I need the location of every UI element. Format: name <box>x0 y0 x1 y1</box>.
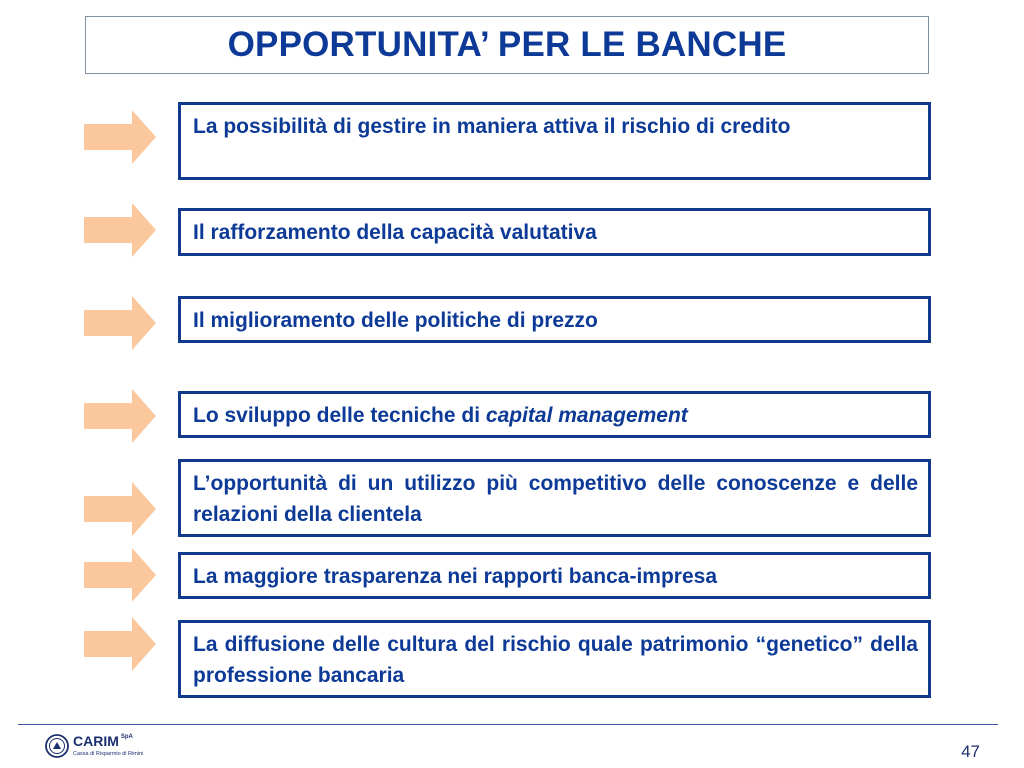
right-arrow-icon <box>84 203 156 257</box>
right-arrow-icon <box>84 110 156 164</box>
opportunity-box <box>178 459 931 537</box>
page-title: OPPORTUNITA’ PER LE BANCHE <box>227 25 787 64</box>
carim-seal-icon <box>45 734 69 758</box>
opportunity-text: La possibilità di gestire in maniera attiva il rischio di credito <box>193 115 791 138</box>
carim-logo <box>45 732 143 760</box>
title-box <box>85 16 929 74</box>
opportunity-text-emphasis: capital management <box>485 404 688 427</box>
right-arrow-icon <box>84 482 156 536</box>
opportunity-box <box>178 102 931 180</box>
logo-name: CARIM <box>73 733 119 750</box>
opportunity-box <box>178 391 931 438</box>
opportunity-box <box>178 552 931 599</box>
right-arrow-icon <box>84 617 156 671</box>
footer-divider <box>18 724 998 725</box>
opportunity-box <box>178 296 931 343</box>
right-arrow-icon <box>84 389 156 443</box>
right-arrow-icon <box>84 296 156 350</box>
logo-suffix: SpA <box>120 734 133 741</box>
opportunity-text: La diffusione delle cultura del rischio quale patrimonio “genetico” della professione bancaria <box>193 633 918 687</box>
opportunity-text: L’opportunità di un utilizzo più competitivo delle conoscenze e delle relazioni della clientela <box>193 472 918 526</box>
opportunity-box <box>178 208 931 256</box>
page-number: 47 <box>961 742 980 761</box>
right-arrow-icon <box>84 548 156 602</box>
logo-subtitle: Cassa di Risparmio di Rimini <box>73 751 144 758</box>
opportunity-box <box>178 620 931 698</box>
opportunity-text: La maggiore trasparenza nei rapporti banca-impresa <box>193 565 717 588</box>
opportunity-text: Il rafforzamento della capacità valutativa <box>193 221 597 244</box>
opportunity-text: Il miglioramento delle politiche di prezzo <box>193 309 598 332</box>
opportunity-text-prefix: Lo sviluppo delle tecniche di <box>193 404 486 427</box>
